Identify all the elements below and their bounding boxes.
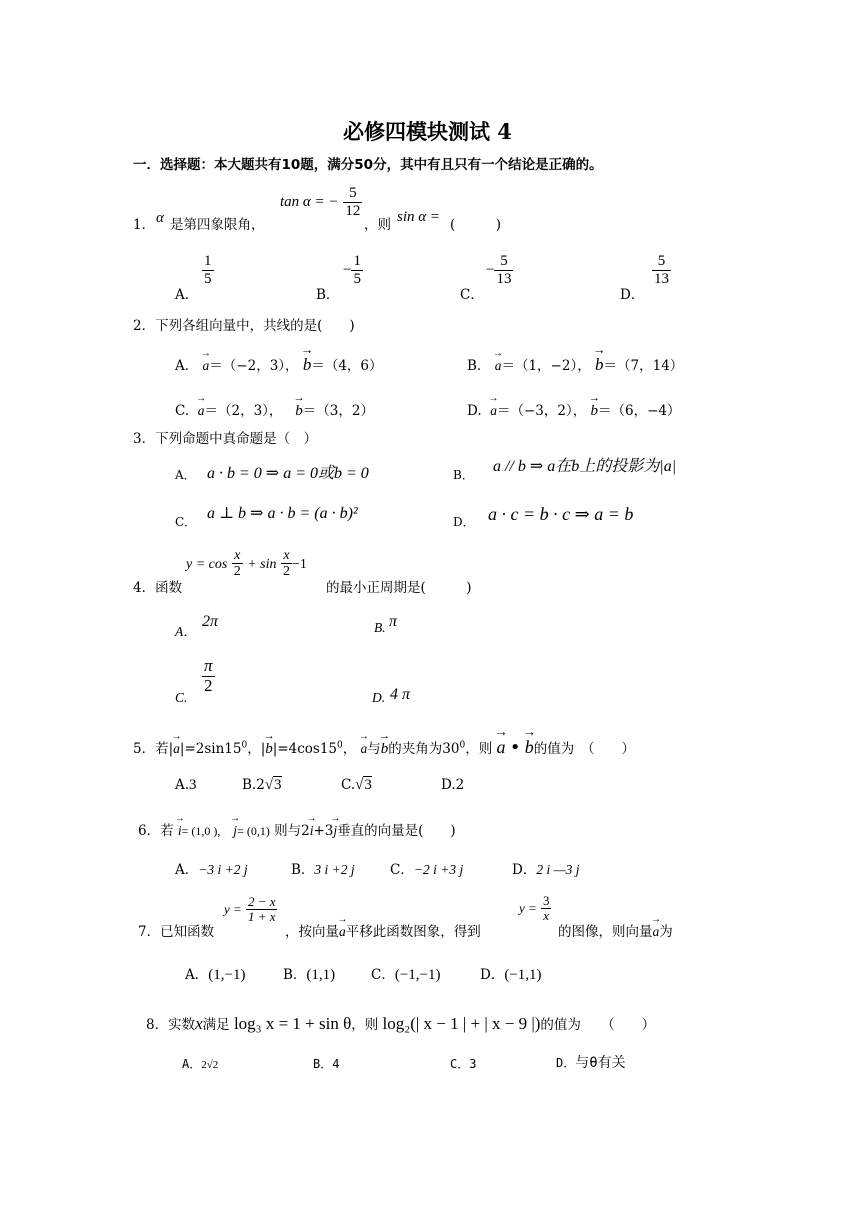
q1-option-b-label: B． [316, 287, 340, 303]
q1-a-num: 1 [204, 253, 212, 269]
q6-a-label: A． [175, 862, 199, 878]
q5-option-c: C.√3 [341, 777, 372, 793]
q1-option-d-value [652, 253, 671, 287]
q4-c-den: 2 [204, 675, 213, 695]
q7-option-b [283, 963, 335, 984]
q8-stem [146, 1013, 655, 1034]
q7-f1-den: 1 + x [247, 909, 276, 925]
q7-f2-num: 3 [542, 893, 550, 908]
q5-vec-a3: → a [497, 737, 506, 758]
q1-blank: ( ) [450, 217, 502, 233]
q5-b-value: 3 [274, 777, 282, 793]
q3-c-label: C． [175, 515, 197, 529]
q5-c-label: C. [341, 777, 356, 793]
q2-a-vec-a: → a [203, 358, 210, 374]
q4-d-value: 4 π [390, 686, 411, 703]
q5-deg3: 0 [459, 740, 466, 751]
q7-stem-b-text: ，按向量 [285, 924, 339, 940]
q2-b-vec-b: → b [595, 355, 604, 375]
q6-stem: 6．若 → i= (1,0 ), → j= (0,1) 则与2→ i+3→ j垂直的向量是( ) [138, 819, 456, 839]
q1-stem-b: ，则 [364, 217, 391, 233]
q8-option-b [313, 1055, 339, 1072]
q8-b-value: 4 [332, 1057, 340, 1071]
q4-function [186, 548, 307, 580]
q1-b-den: 5 [353, 270, 361, 287]
q7-option-c [371, 963, 441, 984]
q7-stem-b [285, 920, 481, 940]
q5-then: ，则 [465, 741, 493, 757]
q8-option-d [556, 1052, 626, 1072]
q1-option-c-value [486, 253, 513, 287]
q5-vec-b1: → b [265, 741, 273, 758]
q4-b-label: B. [374, 620, 386, 635]
q6-option-a [175, 858, 248, 878]
q2-c-vec-a: → a [198, 403, 205, 419]
q7-stem-e: 为 [659, 924, 673, 940]
q8-c-value: 3 [469, 1057, 477, 1071]
q4-two1: 2 [233, 564, 241, 580]
q8-option-c [450, 1055, 476, 1072]
q2-c-val-a: ＝（2，3）， [204, 403, 283, 419]
q2-b-label: B． [467, 358, 491, 374]
q1-option-d-label: D． [620, 287, 645, 303]
q6-c-label: C． [390, 862, 414, 878]
q7-option-d [480, 963, 542, 984]
section-heading: 一．选择题：本大题共有10题，满分50分，其中有且只有一个结论是正确的。 [133, 157, 603, 173]
q7-stem-a: 7．已知函数 [138, 924, 215, 940]
q7-vec-a: → a [339, 924, 346, 940]
q8-a-label: A． [182, 1057, 202, 1071]
q5-with: 与 [367, 741, 381, 757]
q2-option-c [175, 399, 374, 420]
q6-a-expr: −3 i +2 j [198, 862, 248, 877]
page-title: 必修四模块测试 4 [343, 119, 512, 144]
q7-f2-y: y = [519, 900, 537, 916]
q7-function-1 [224, 895, 277, 925]
q6-i-val: = (1,0 ), [181, 824, 221, 838]
q4-x2: x [283, 548, 290, 563]
q4-plus-sin: + sin [247, 556, 277, 572]
q3-c-expr: a ⊥ b ⇒ a · b = (a · b)² [207, 505, 358, 522]
q3-b-expr: a // b ⇒ a在b上的投影为|a| [493, 458, 677, 475]
q5-vec-b3: → b [525, 737, 534, 758]
q1-given-num: 5 [349, 185, 357, 201]
q6-stem-b: 则与2 [274, 823, 310, 839]
q5-b-label: B.2 [242, 777, 265, 793]
q7-c-value: (−1,−1) [394, 967, 441, 983]
q6-d-label: D． [512, 862, 537, 878]
q2-d-label: D. [467, 403, 482, 419]
q4-a-value: 2π [202, 613, 219, 630]
q7-a-value: (1,−1) [208, 967, 246, 983]
q8-option-a [182, 1055, 218, 1072]
q6-c-expr: −2 i +3 j [413, 862, 464, 877]
q4-x1: x [234, 548, 241, 563]
q6-b-label: B． [291, 862, 315, 878]
q5-c-value: 3 [364, 777, 372, 793]
q8-d-label: D． [556, 1056, 576, 1070]
q1-b-sign: − [343, 262, 352, 278]
q5-dot: • [509, 737, 521, 758]
q5-stem [133, 737, 635, 758]
q7-c-label: C． [371, 967, 395, 983]
q1-c-den: 13 [496, 270, 512, 287]
q3-d-expr: a · c = b · c ⇒ a = b [488, 504, 634, 524]
q1-option-c-label: C． [460, 287, 484, 303]
q1-given-frac [343, 185, 362, 219]
q5-deg1: 0 [241, 740, 248, 751]
q5-a-label: A. [175, 777, 190, 793]
q1-alpha: α [156, 210, 164, 226]
q4-a-label: A． [175, 624, 197, 639]
q7-f2-den: x [543, 908, 550, 924]
q2-a-val-a: ＝（−2，3）， [209, 358, 299, 374]
q8-expression: log₂(| x − 1 | + | x − 9 |) [382, 1014, 541, 1033]
q2-b-val-a: ＝（1，−2）， [501, 358, 591, 374]
q1-option-a-value [202, 253, 214, 287]
q8-c-label: C． [450, 1057, 470, 1071]
q2-b-vec-a: → a [495, 358, 502, 374]
q5-vec-a2: → a [361, 741, 368, 757]
q1-a-den: 5 [204, 270, 212, 287]
q2-b-val-b: ＝（7，14） [603, 358, 684, 374]
q2-a-vec-b: → b [303, 355, 312, 375]
q2-option-d [467, 399, 681, 420]
q7-f1-num: 2 − x [247, 894, 276, 909]
q6-option-c [390, 858, 463, 878]
q7-vec-a2: → a [653, 924, 660, 940]
q7-d-value: (−1,1) [504, 967, 542, 983]
q2-option-a [175, 354, 383, 375]
q8-stem-a: 8．实数 [146, 1017, 196, 1033]
q1-option-b-value [343, 253, 363, 287]
q7-stem-c: 平移此函数图象，得到 [345, 924, 481, 940]
q3-a-expr: a · b = 0 ⇒ a = 0或b = 0 [207, 465, 369, 482]
q8-a-value: 2√2 [201, 1059, 219, 1071]
q1-number: 1． [133, 217, 156, 233]
q7-stem-d-text: 的图像，则向量 [558, 924, 653, 940]
q2-d-val-a: ＝（−3，2）， [496, 403, 587, 419]
q4-c-value [202, 657, 215, 695]
q4-y-cos: y = cos [186, 556, 228, 572]
q8-x: x [195, 1014, 203, 1033]
q4-b-value: π [389, 613, 398, 630]
q5-mid: ，| [247, 741, 266, 757]
q5-angle: 的夹角为30 [388, 741, 460, 757]
q6-b-expr: 3 i +2 j [314, 862, 355, 877]
q4-c-num: π [204, 656, 213, 675]
q5-mag-b: |=4cos15 [272, 741, 338, 757]
q5-vec-a1: → a [173, 741, 180, 757]
q8-condition: log₃ x = 1 + sin θ [233, 1014, 352, 1033]
q6-option-b [291, 858, 355, 878]
q6-tail: 垂直的向量是( ) [337, 823, 456, 839]
q5-comma: ， [342, 741, 357, 757]
q5-stem-a: 5．若| [133, 741, 174, 757]
q2-a-val-b: ＝（4，6） [311, 358, 383, 374]
q1-c-num: 5 [500, 253, 508, 269]
q4-two2: 2 [282, 564, 290, 580]
q7-option-a [185, 963, 245, 984]
q7-function-2 [519, 894, 551, 924]
q6-option-d [512, 858, 579, 878]
q5-vec-b2: → b [381, 741, 389, 758]
q2-d-vec-a: → a [490, 403, 497, 419]
q8-d-value: 与θ有关 [575, 1055, 626, 1071]
q1-c-sign: − [486, 262, 495, 278]
q3-stem: 3．下列命题中真命题是（ ） [133, 431, 318, 447]
q6-d-expr: 2 i —3 j [536, 862, 580, 877]
q1-ask: sin α = [397, 209, 441, 225]
q5-mag-a: |=2sin15 [179, 741, 242, 757]
q4-number: 4．函数 [133, 580, 183, 596]
q2-d-vec-b: → b [591, 403, 599, 420]
q4-minus-one: −1 [291, 556, 307, 572]
q1-given [280, 185, 362, 219]
q3-a-label: A． [175, 468, 196, 482]
q5-deg2: 0 [337, 740, 343, 751]
q2-d-val-b: ＝（6，−4） [598, 403, 681, 419]
q1-d-num: 5 [657, 253, 666, 269]
q1-d-den: 13 [654, 270, 669, 287]
q7-b-value: (1,1) [306, 967, 336, 983]
q6-stem-a: 6．若 [138, 823, 174, 839]
q8-tail: 的值为 （ ） [540, 1017, 656, 1033]
q7-f1-y: y = [224, 901, 242, 917]
q5-option-a [175, 777, 197, 794]
q4-c-label: C. [175, 690, 188, 705]
q3-b-label: B． [453, 468, 474, 482]
q1-given-expr: tan α = − [280, 194, 339, 210]
q6-plus3: +3 [313, 823, 334, 839]
q3-d-label: D． [453, 515, 475, 529]
q2-a-label: A． [175, 358, 199, 374]
q8-b-label: B． [313, 1057, 333, 1071]
q8-stem-b: 满足 [202, 1017, 230, 1033]
q5-a-value: 3 [189, 777, 197, 793]
q2-stem: 2．下列各组向量中，共线的是( ) [133, 318, 355, 334]
q7-stem-d [558, 920, 673, 940]
q1-b-num: 1 [353, 253, 361, 269]
q4-tail: 的最小正周期是( ) [326, 580, 472, 596]
q7-d-label: D． [480, 967, 505, 983]
q4-d-label: D. [372, 690, 386, 705]
q6-j-val: = (0,1) [237, 824, 270, 838]
q7-a-label: A． [185, 967, 209, 983]
q1-stem-a: 是第四象限角， [170, 217, 265, 233]
q5-option-b: B.2√3 [242, 777, 282, 793]
q1-option-a-label: A． [175, 287, 199, 303]
q2-c-vec-b: → b [295, 403, 303, 420]
q5-option-d: D.2 [441, 777, 465, 793]
q7-b-label: B． [283, 967, 307, 983]
q1-given-den: 12 [345, 202, 361, 219]
q2-c-val-b: ＝（3，2） [302, 403, 374, 419]
q2-c-label: C. [175, 403, 190, 419]
q2-option-b [467, 354, 683, 375]
q8-stem-c: ，则 [351, 1017, 379, 1033]
q5-tail: 的值为 （ ） [533, 741, 635, 757]
